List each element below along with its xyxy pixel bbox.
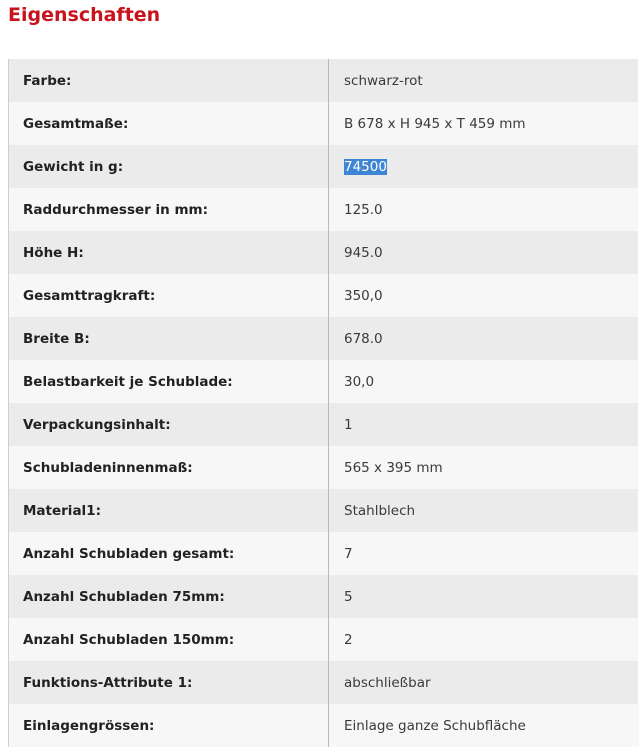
spec-value xyxy=(329,145,639,188)
spec-value xyxy=(329,317,639,360)
spec-value-text: Einlage ganze Schubfläche xyxy=(344,717,526,734)
spec-key: Gesamttragkraft: xyxy=(9,274,329,317)
spec-value-text: B 678 x H 945 x T 459 mm xyxy=(344,115,526,132)
table-row xyxy=(9,661,639,704)
table-row xyxy=(9,274,639,317)
spec-key: Verpackungsinhalt: xyxy=(9,403,329,446)
section-heading: Eigenschaften xyxy=(8,4,161,26)
spec-key: Anzahl Schubladen 75mm: xyxy=(9,575,329,618)
spec-value xyxy=(329,532,639,575)
table-row xyxy=(9,59,639,102)
table-row xyxy=(9,618,639,661)
spec-value-text: 125.0 xyxy=(344,201,383,218)
table-row xyxy=(9,145,639,188)
table-row xyxy=(9,489,639,532)
spec-value xyxy=(329,661,639,704)
specifications-table xyxy=(8,59,639,747)
spec-key: Belastbarkeit je Schublade: xyxy=(9,360,329,403)
spec-value-text: 7 xyxy=(344,545,353,562)
spec-value xyxy=(329,59,639,102)
spec-key: Raddurchmesser in mm: xyxy=(9,188,329,231)
spec-key: Einlagengrössen: xyxy=(9,704,329,747)
spec-value-text: 2 xyxy=(344,631,353,648)
table-row xyxy=(9,102,639,145)
spec-value xyxy=(329,575,639,618)
spec-key: Funktions-Attribute 1: xyxy=(9,661,329,704)
spec-value xyxy=(329,231,639,274)
spec-value xyxy=(329,618,639,661)
table-row xyxy=(9,446,639,489)
spec-value-text: 1 xyxy=(344,416,353,433)
table-row xyxy=(9,360,639,403)
spec-key: Gewicht in g: xyxy=(9,145,329,188)
spec-key: Farbe: xyxy=(9,59,329,102)
spec-key: Breite B: xyxy=(9,317,329,360)
spec-key: Schubladeninnenmaß: xyxy=(9,446,329,489)
selected-text[interactable]: 74500 xyxy=(344,158,387,175)
table-row xyxy=(9,188,639,231)
spec-key: Material1: xyxy=(9,489,329,532)
spec-value-text: 30,0 xyxy=(344,373,375,390)
spec-value xyxy=(329,360,639,403)
spec-value-text: 678.0 xyxy=(344,330,383,347)
table-row xyxy=(9,317,639,360)
spec-value xyxy=(329,446,639,489)
table-row xyxy=(9,575,639,618)
spec-value-text: 5 xyxy=(344,588,353,605)
spec-key: Anzahl Schubladen 150mm: xyxy=(9,618,329,661)
table-row xyxy=(9,403,639,446)
spec-value xyxy=(329,274,639,317)
spec-value xyxy=(329,102,639,145)
table-row xyxy=(9,231,639,274)
spec-key: Gesamtmaße: xyxy=(9,102,329,145)
spec-value-text: schwarz-rot xyxy=(344,72,423,89)
spec-value xyxy=(329,403,639,446)
spec-value-text: Stahlblech xyxy=(344,502,416,519)
spec-value-text: 350,0 xyxy=(344,287,383,304)
spec-value-text: 945.0 xyxy=(344,244,383,261)
spec-value xyxy=(329,188,639,231)
table-row xyxy=(9,532,639,575)
spec-key: Höhe H: xyxy=(9,231,329,274)
spec-key: Anzahl Schubladen gesamt: xyxy=(9,532,329,575)
spec-value xyxy=(329,489,639,532)
spec-value-text: 565 x 395 mm xyxy=(344,459,443,476)
spec-value-text: abschließbar xyxy=(344,674,431,691)
